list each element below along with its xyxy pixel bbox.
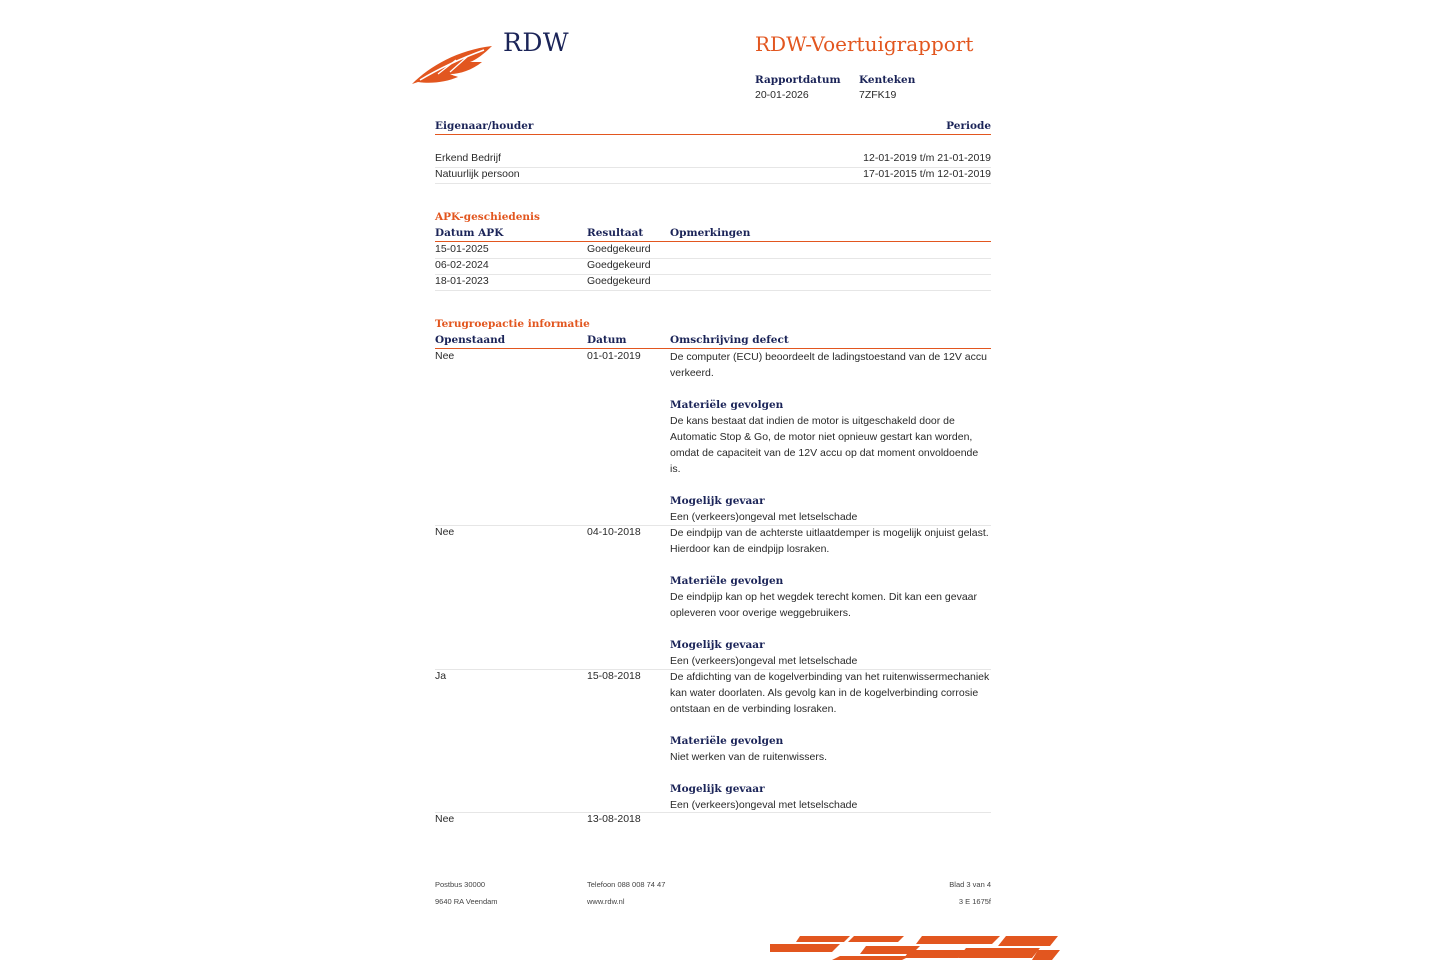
- recall-date-cell: 13-08-2018: [587, 813, 641, 825]
- apk-result-header: Resultaat: [587, 227, 644, 239]
- apk-date-cell: 15-01-2025: [435, 243, 489, 255]
- plate-value: 7ZFK19: [859, 89, 897, 101]
- owner-column-header: Eigenaar/houder: [435, 120, 534, 132]
- danger-label: Mogelijk gevaar: [670, 495, 765, 507]
- recall-description: [670, 349, 990, 525]
- period-cell: 17-01-2015 t/m 12-01-2019: [863, 168, 991, 180]
- footer-address-line2: 9640 RA Veendam: [435, 897, 498, 906]
- footer-address-line1: Postbus 30000: [435, 880, 486, 889]
- material-label: Materiële gevolgen: [670, 575, 784, 587]
- row-divider: [435, 258, 991, 259]
- recall-open-cell: Nee: [435, 350, 455, 362]
- report-date-value: 20-01-2026: [755, 89, 809, 101]
- owner-cell: Natuurlijk persoon: [435, 168, 520, 180]
- danger-label: Mogelijk gevaar: [670, 639, 765, 651]
- recall-open-cell: Nee: [435, 813, 455, 825]
- rdw-feather-logo-icon: [410, 40, 494, 88]
- rdw-logo-text: RDW: [503, 28, 570, 57]
- report-title: RDW-Voertuigrapport: [755, 32, 974, 56]
- period-column-header: Periode: [946, 120, 991, 132]
- material-label: Materiële gevolgen: [670, 399, 784, 411]
- apk-result-cell: Goedgekeurd: [587, 243, 651, 255]
- material-text: Niet werken van de ruitenwissers.: [670, 751, 827, 763]
- material-text: De kans bestaat dat indien de motor is uitgeschakeld door de Automatic Stop & Go, de motor niet opnieuw gestart kan worden, omdat de capaciteit van de 12V accu op dat moment onvoldoende is.: [670, 415, 979, 475]
- defect-text: De computer (ECU) beoordeelt de ladingstoestand van de 12V accu verkeerd.: [670, 351, 987, 379]
- material-text: De eindpijp kan op het wegdek terecht komen. Dit kan een gevaar opleveren voor overige weggebruikers.: [670, 591, 978, 619]
- recall-open-cell: Ja: [435, 670, 447, 682]
- footer-page-number: Blad 3 van 4: [949, 880, 991, 889]
- apk-result-cell: Goedgekeurd: [587, 275, 651, 287]
- recall-open-header: Openstaand: [435, 334, 506, 346]
- apk-date-header: Datum APK: [435, 227, 504, 239]
- apk-section-title: APK-geschiedenis: [435, 211, 540, 223]
- decorative-stripes-icon: [770, 930, 1070, 960]
- defect-text: De afdichting van de kogelverbinding van het ruitenwissermechaniek kan water doorlaten. Als gevolg kan in de kogelverbinding corrosie ontstaan en de verbinding losraken.: [670, 671, 990, 715]
- defect-text: De eindpijp van de achterste uitlaatdemper is mogelijk onjuist gelast. Hierdoor kan de eindpijp losraken.: [670, 527, 989, 555]
- owners-header-rule: [435, 134, 991, 135]
- danger-text: Een (verkeers)ongeval met letselschade: [670, 799, 858, 811]
- danger-label: Mogelijk gevaar: [670, 783, 765, 795]
- apk-date-cell: 18-01-2023: [435, 275, 489, 287]
- plate-label: Kenteken: [859, 74, 916, 86]
- apk-result-cell: Goedgekeurd: [587, 259, 651, 271]
- footer-phone: Telefoon 088 008 74 47: [587, 880, 666, 889]
- row-divider: [435, 183, 991, 184]
- recall-description: [670, 525, 990, 669]
- footer-code: 3 E 1675f: [958, 897, 991, 906]
- period-cell: 12-01-2019 t/m 21-01-2019: [863, 152, 991, 164]
- recall-section-title: Terugroepactie informatie: [435, 318, 590, 330]
- owner-cell: Erkend Bedrijf: [435, 152, 501, 164]
- row-divider: [435, 812, 991, 813]
- recall-date-cell: 04-10-2018: [587, 526, 641, 538]
- footer-website-link[interactable]: www.rdw.nl: [587, 897, 625, 906]
- apk-date-cell: 06-02-2024: [435, 259, 489, 271]
- recall-desc-header: Omschrijving defect: [670, 334, 789, 346]
- recall-date-cell: 15-08-2018: [587, 670, 641, 682]
- row-divider: [435, 274, 991, 275]
- danger-text: Een (verkeers)ongeval met letselschade: [670, 511, 858, 523]
- danger-text: Een (verkeers)ongeval met letselschade: [670, 655, 858, 667]
- report-date-label: Rapportdatum: [755, 74, 841, 86]
- recall-date-header: Datum: [587, 334, 627, 346]
- material-label: Materiële gevolgen: [670, 735, 784, 747]
- row-divider: [435, 290, 991, 291]
- recall-date-cell: 01-01-2019: [587, 350, 641, 362]
- recall-open-cell: Nee: [435, 526, 455, 538]
- recall-description: [670, 669, 990, 813]
- apk-remarks-header: Opmerkingen: [670, 227, 751, 239]
- apk-header-rule: [435, 241, 991, 242]
